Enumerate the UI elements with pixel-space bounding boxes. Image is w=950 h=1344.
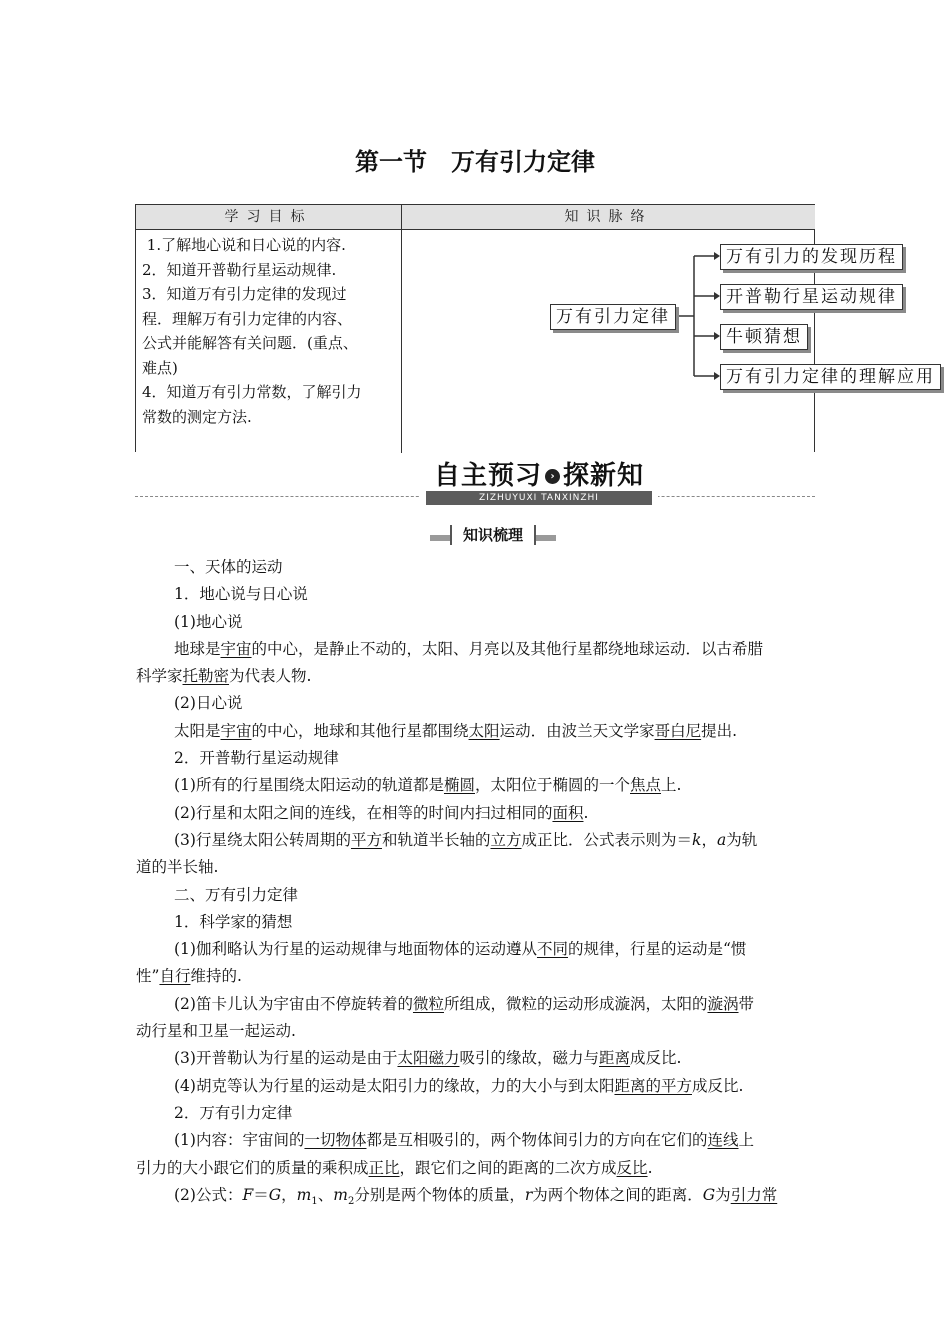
section-number: 第一节 xyxy=(355,148,427,176)
paragraph-line: 地球是宇宙的中心，是静止不动的，太阳、月亮以及其他行星都绕地球运动．以古希腊 xyxy=(174,639,764,658)
answer-blank: 微粒 xyxy=(412,994,444,1013)
knowledge-mindmap xyxy=(402,230,935,452)
answer-blank: 正比 xyxy=(368,1158,400,1177)
objective-line: 程．理解万有引力定律的内容、 xyxy=(142,309,353,328)
mindmap-branch: 开普勒行星运动规律 xyxy=(720,284,903,310)
paragraph-line: (4)胡克等认为行星的运动是太阳引力的缘故，力的大小与到太阳距离的平方成反比. xyxy=(174,1076,744,1095)
answer-blank: 连线 xyxy=(707,1131,739,1150)
banner-title xyxy=(420,461,658,491)
subheading: (1)地心说 xyxy=(174,612,243,631)
paragraph-line: 引力的大小跟它们的质量的乘积成正比，跟它们之间的距离的二次方成反比. xyxy=(136,1158,653,1177)
answer-blank: 一切物体 xyxy=(304,1131,367,1150)
subheading: (2)日心说 xyxy=(174,694,243,713)
paragraph-line: (3)开普勒认为行星的运动是由于太阳磁力吸引的缘故，磁力与距离成反比. xyxy=(174,1049,682,1068)
objectives-table xyxy=(135,204,935,452)
paragraph-line: 太阳是宇宙的中心，地球和其他行星都围绕太阳运动．由波兰天文学家哥白尼提出. xyxy=(174,721,738,740)
knowledge-map-header: 知识脉络 xyxy=(401,205,815,230)
banner-subtitle: ZIZHUYUXI TANXINZHI xyxy=(426,491,652,505)
answer-blank: 太阳磁力 xyxy=(397,1049,460,1068)
answer-blank: 哥白尼 xyxy=(654,721,702,740)
paragraph-line: 性”自行维持的. xyxy=(136,967,242,986)
mindmap-branch: 万有引力的发现历程 xyxy=(720,244,903,270)
objective-line: 1.了解地心说和日心说的内容. xyxy=(142,236,346,254)
subheading: 2．万有引力定律 xyxy=(174,1103,293,1122)
objective-line: 公式并能解答有关问题．(重点、 xyxy=(142,334,358,352)
mindmap-root: 万有引力定律 xyxy=(550,304,676,330)
paragraph-line: (1)伽利略认为行星的运动规律与地面物体的运动遵从不同的规律，行星的运动是“惯 xyxy=(174,940,747,959)
mindmap-branch: 牛顿猜想 xyxy=(720,324,808,350)
mindmap-branch: 万有引力定律的理解应用 xyxy=(720,364,941,390)
paragraph-line: (3)行星绕太阳公转周期的平方和轨道半长轴的立方成正比．公式表示则为＝k，a为轨 xyxy=(174,830,758,849)
paragraph-line: 动行星和卫星一起运动. xyxy=(136,1022,296,1041)
answer-blank: 面积 xyxy=(552,803,584,822)
answer-blank: 焦点 xyxy=(630,776,662,795)
answer-blank: 反比 xyxy=(616,1158,648,1177)
paragraph-line: 道的半长轴. xyxy=(136,858,219,877)
objectives-list xyxy=(142,233,396,429)
paragraph-line: (2)笛卡儿认为宇宙由不停旋转着的微粒所组成，微粒的运动形成漩涡，太阳的漩涡带 xyxy=(174,994,755,1013)
answer-blank: 自行 xyxy=(159,967,191,986)
paragraph-line: (2)行星和太阳之间的连线，在相等的时间内扫过相同的面积. xyxy=(174,803,589,822)
section-title: 万有引力定律 xyxy=(451,148,595,176)
objective-line: 3．知道万有引力定律的发现过 xyxy=(142,285,347,303)
heading: 二、万有引力定律 xyxy=(174,885,299,904)
answer-blank: 引力常 xyxy=(730,1185,778,1204)
answer-blank: 不同 xyxy=(536,940,568,959)
paragraph-line: (1)内容：宇宙间的一切物体都是互相吸引的，两个物体间引力的方向在它们的连线上 xyxy=(174,1131,755,1150)
section-label xyxy=(430,525,556,547)
answer-blank: 宇宙 xyxy=(220,721,252,740)
banner-text-left: 自主预习 xyxy=(433,461,542,491)
page-title xyxy=(0,142,950,177)
paragraph-line: 科学家托勒密为代表人物. xyxy=(136,667,312,686)
answer-blank: 太阳 xyxy=(468,721,500,740)
label-bar-left xyxy=(430,535,452,541)
answer-blank: 漩涡 xyxy=(707,994,739,1013)
banner-text-right: 探新知 xyxy=(563,461,645,491)
objective-line: 常数的测定方法. xyxy=(142,407,252,426)
subheading: 2．开普勒行星运动规律 xyxy=(174,749,339,768)
subheading: 1．地心说与日心说 xyxy=(174,585,308,604)
paragraph-line: (2)公式：F＝G，$m_1$、$m_2$分别是两个物体的质量，r为两个物体之间的距离．G为引力常 xyxy=(174,1185,778,1207)
answer-blank: 距离 xyxy=(599,1049,631,1068)
section-label-text: 知识梳理 xyxy=(450,525,536,545)
chevron-right-icon: › xyxy=(545,469,560,484)
answer-blank: 宇宙 xyxy=(220,639,252,658)
answer-blank: 平方 xyxy=(350,830,382,849)
paragraph-line: (1)所有的行星围绕太阳运动的轨道都是椭圆，太阳位于椭圆的一个焦点上. xyxy=(174,776,682,795)
subheading: 1．科学家的猜想 xyxy=(174,912,293,931)
answer-blank: 立方 xyxy=(490,830,522,849)
answer-blank: 椭圆 xyxy=(443,776,475,795)
objective-line: 难点) xyxy=(142,358,178,377)
heading: 一、天体的运动 xyxy=(174,558,283,576)
section-banner xyxy=(420,461,658,507)
objective-line: 4．知道万有引力常数，了解引力 xyxy=(142,383,362,401)
objectives-header: 学习目标 xyxy=(136,205,401,230)
answer-blank: 距离的平方 xyxy=(614,1076,692,1095)
objective-line: 2．知道开普勒行星运动规律. xyxy=(142,260,337,279)
label-bar-right xyxy=(534,535,556,541)
answer-blank: 托勒密 xyxy=(182,667,230,686)
body-text xyxy=(136,554,816,1209)
